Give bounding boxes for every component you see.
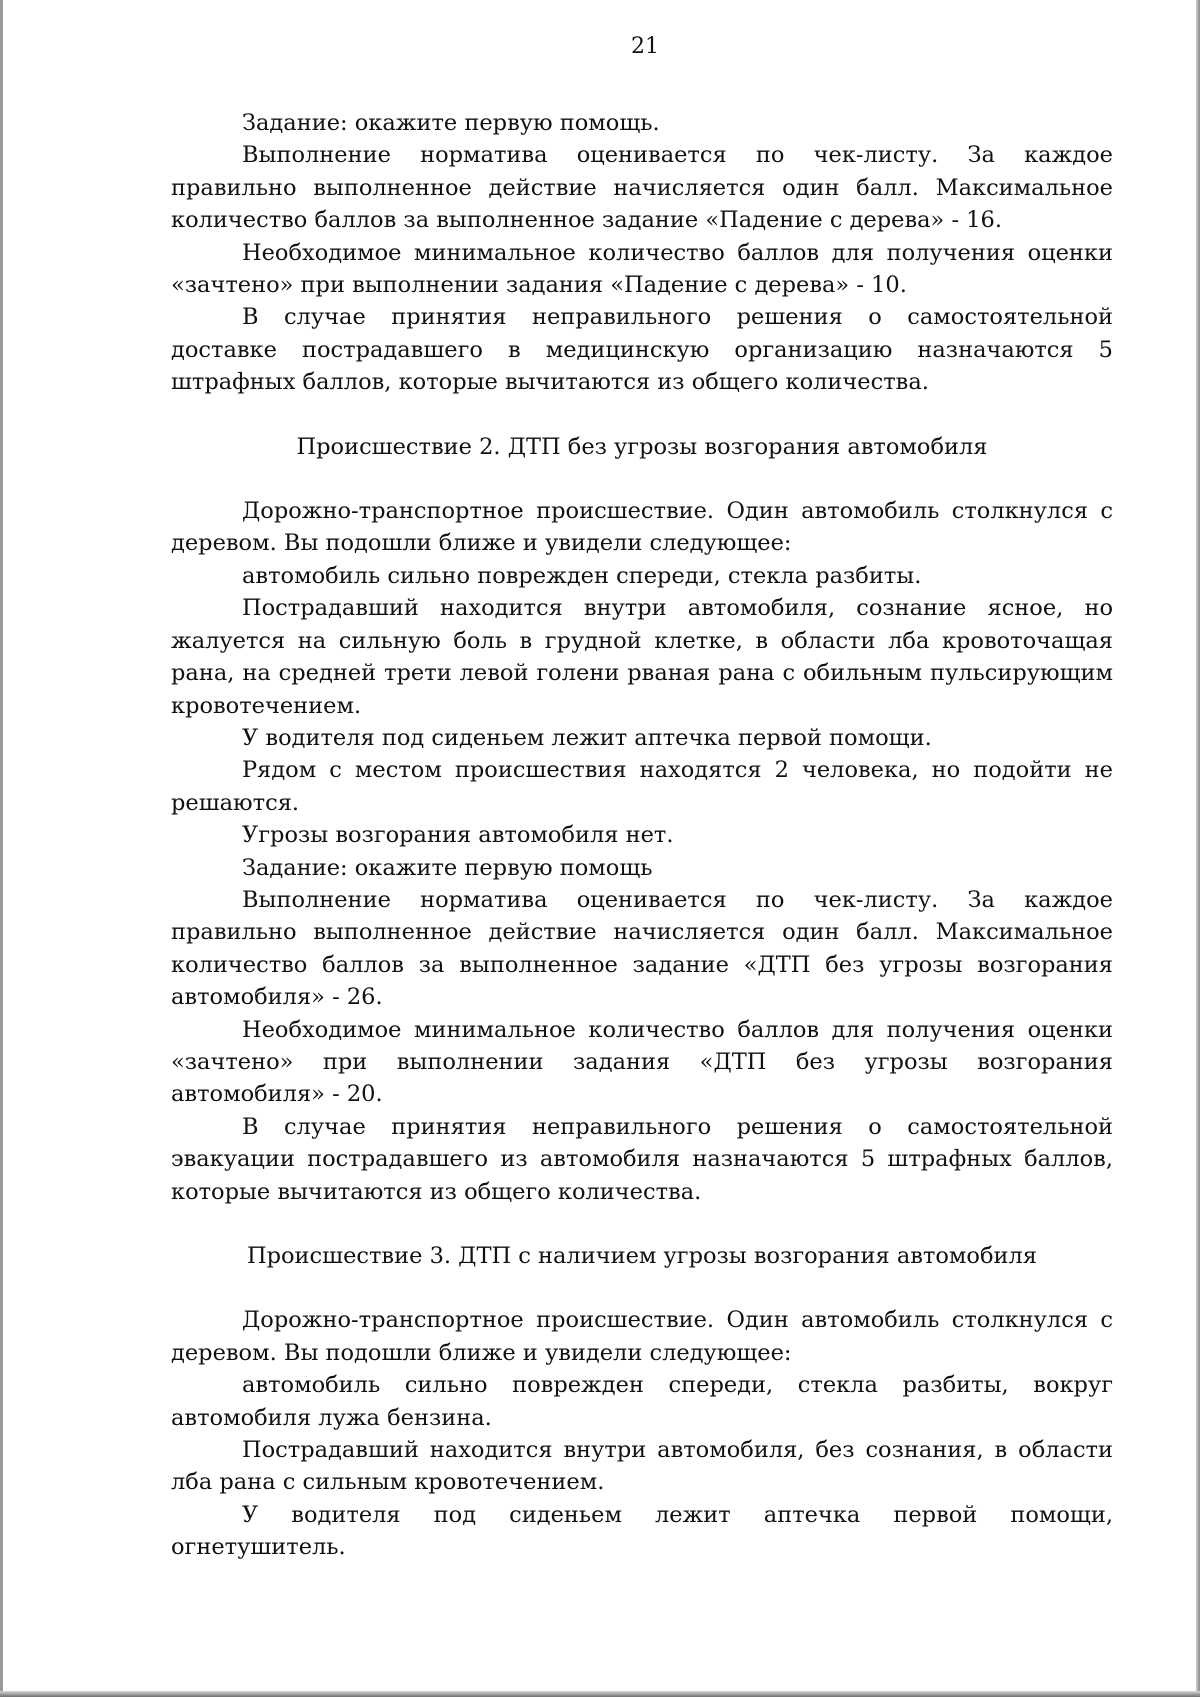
scan-bottom-edge bbox=[0, 1691, 1200, 1697]
paragraph: Задание: окажите первую помощь. bbox=[242, 110, 660, 136]
paragraph: Выполнение норматива оценивается по чек-листу. За каждое правильно выполненное действие начисляется один балл. Максимальное количество баллов за выполненное задание «ДТП без угрозы возгорания автомобиля» - 26. bbox=[171, 886, 1113, 1011]
paragraph: автомобиль сильно поврежден спереди, стекла разбиты. bbox=[242, 562, 922, 589]
paragraph: Дорожно-транспортное происшествие. Один автомобиль столкнулся с деревом. Вы подошли ближе и увидели следующее: bbox=[171, 1307, 1113, 1366]
section-heading: Происшествие 2. ДТП без угрозы возгорания автомобиля bbox=[296, 433, 988, 460]
scan-left-edge bbox=[0, 0, 3, 1697]
section-heading: Происшествие 3. ДТП с наличием угрозы возгорания автомобиля bbox=[246, 1243, 1037, 1269]
paragraph: В случае принятия неправильного решения о самостоятельной доставке пострадавшего в медицинскую организацию назначаются 5 штрафных баллов, которые вычитаются из общего количества. bbox=[171, 304, 1113, 396]
paragraph: Задание: окажите первую помощь bbox=[242, 854, 653, 881]
scan-right-edge bbox=[1196, 0, 1200, 1697]
paragraph: Рядом с местом происшествия находятся 2 человека, но подойти не решаются. bbox=[171, 757, 1113, 816]
paragraph: Необходимое минимальное количество баллов для получения оценки «зачтено» при выполнении задания «Падение с дерева» - 10. bbox=[171, 239, 1113, 299]
page-number: 21 bbox=[631, 34, 659, 59]
paragraph: автомобиль сильно поврежден спереди, стекла разбиты, вокруг автомобиля лужа бензина. bbox=[171, 1372, 1113, 1431]
paragraph: Пострадавший находится внутри автомобиля, без сознания, в области лба рана с сильным кровотечением. bbox=[171, 1437, 1113, 1496]
paragraph: У водителя под сиденьем лежит аптечка первой помощи, огнетушитель. bbox=[171, 1501, 1113, 1561]
paragraph: Необходимое минимальное количество баллов для получения оценки «зачтено» при выполнении задания «ДТП без угрозы возгорания автомобиля» - 20. bbox=[171, 1016, 1113, 1108]
paragraph: Пострадавший находится внутри автомобиля, сознание ясное, но жалуется на сильную боль в грудной клетке, в области лба кровоточащая рана, на средней трети левой голени рваная рана с обильным пульсирующим кровотечением. bbox=[171, 595, 1113, 719]
document-body bbox=[171, 107, 1113, 1564]
paragraph: Угрозы возгорания автомобиля нет. bbox=[242, 822, 674, 849]
paragraph: У водителя под сиденьем лежит аптечка первой помощи. bbox=[242, 724, 932, 751]
paragraph: В случае принятия неправильного решения о самостоятельной эвакуации пострадавшего из автомобиля назначаются 5 штрафных баллов, которые вычитаются из общего количества. bbox=[171, 1113, 1113, 1205]
paragraph: Выполнение норматива оценивается по чек-листу. За каждое правильно выполненное действие начисляется один балл. Максимальное количество баллов за выполненное задание «Падение с дерева» - 16. bbox=[171, 142, 1113, 234]
paragraph: Дорожно-транспортное происшествие. Один автомобиль столкнулся с деревом. Вы подошли ближе и увидели следующее: bbox=[171, 498, 1113, 557]
